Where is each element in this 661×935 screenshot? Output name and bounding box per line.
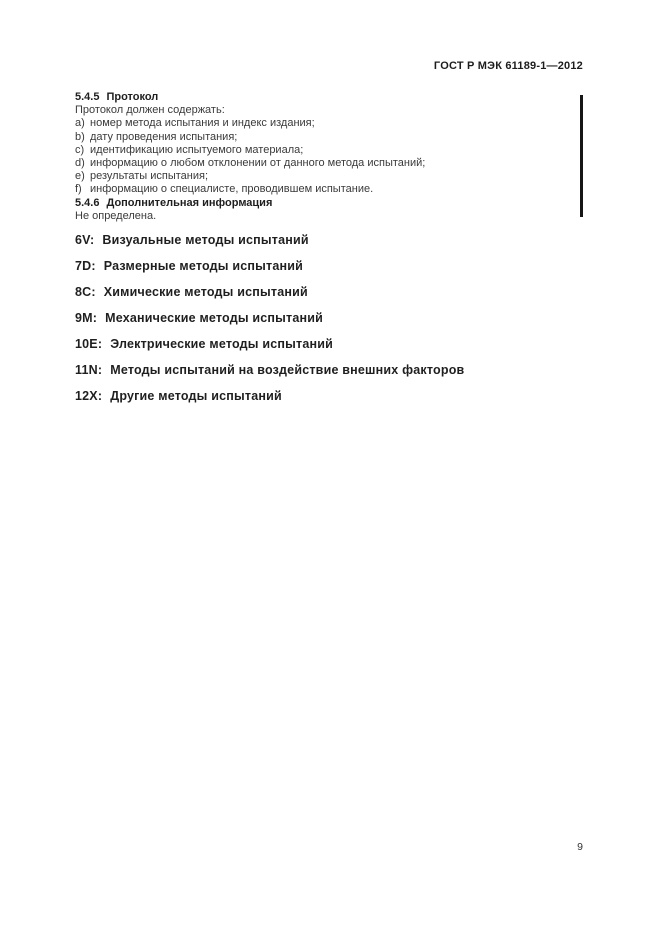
section-block [75,91,580,223]
list-item-text: номер метода испытания и индекс издания; [90,117,315,130]
list-item [75,157,580,170]
category-heading-8c [75,279,464,305]
category-heading-9m [75,305,464,331]
list-item-letter: d) [75,157,85,170]
list-item [75,131,580,144]
revision-change-bar [580,95,583,217]
category-label: 9M: [75,311,98,325]
section-title: Дополнительная информация [106,196,273,209]
category-label: 12X: [75,389,103,403]
category-label: 6V: [75,233,95,247]
category-title: Визуальные методы испытаний [102,233,309,247]
list-item [75,183,580,196]
list-item-letter: c) [75,143,85,156]
category-title: Электрические методы испытаний [110,337,333,351]
category-label: 11N: [75,363,103,377]
test-method-categories [75,227,464,409]
category-title: Химические методы испытаний [103,285,308,299]
document-header: ГОСТ Р МЭК 61189-1—2012 [433,60,583,72]
category-title: Методы испытаний на воздействие внешних факторов [110,363,465,377]
section-number: 5.4.6 [75,196,100,209]
list-item-text: информацию о любом отклонении от данного метода испытаний; [90,157,426,170]
section-number: 5.4.5 [75,91,100,103]
section-5-4-6-heading [75,197,580,210]
category-title: Другие методы испытаний [110,389,282,403]
section-title: Протокол [106,91,159,103]
section-5-4-5-intro: Протокол должен содержать: [75,104,225,117]
list-item-text: дату проведения испытания; [90,130,238,143]
list-item [75,144,580,157]
list-item [75,117,580,130]
list-item-text: идентификацию испытуемого материала; [90,143,304,156]
list-item-letter: a) [75,117,85,130]
category-heading-7d [75,253,464,279]
category-label: 7D: [75,259,96,273]
category-heading-12x [75,383,464,409]
section-5-4-5-heading [75,91,580,104]
page-number: 9 [577,841,583,853]
list-item-letter: b) [75,130,85,143]
list-item-text: информацию о специалисте, проводившем испытание. [90,183,374,196]
list-item-letter: f) [75,183,82,196]
section-5-4-6-body: Не определена. [75,209,157,222]
list-item-text: результаты испытания; [90,170,209,183]
list-item [75,170,580,183]
category-heading-6v [75,227,464,253]
category-title: Механические методы испытаний [105,311,324,325]
category-heading-11n [75,357,464,383]
category-label: 8C: [75,285,96,299]
category-heading-10e [75,331,464,357]
category-label: 10E: [75,337,103,351]
list-item-letter: e) [75,170,85,183]
category-title: Размерные методы испытаний [103,259,304,273]
